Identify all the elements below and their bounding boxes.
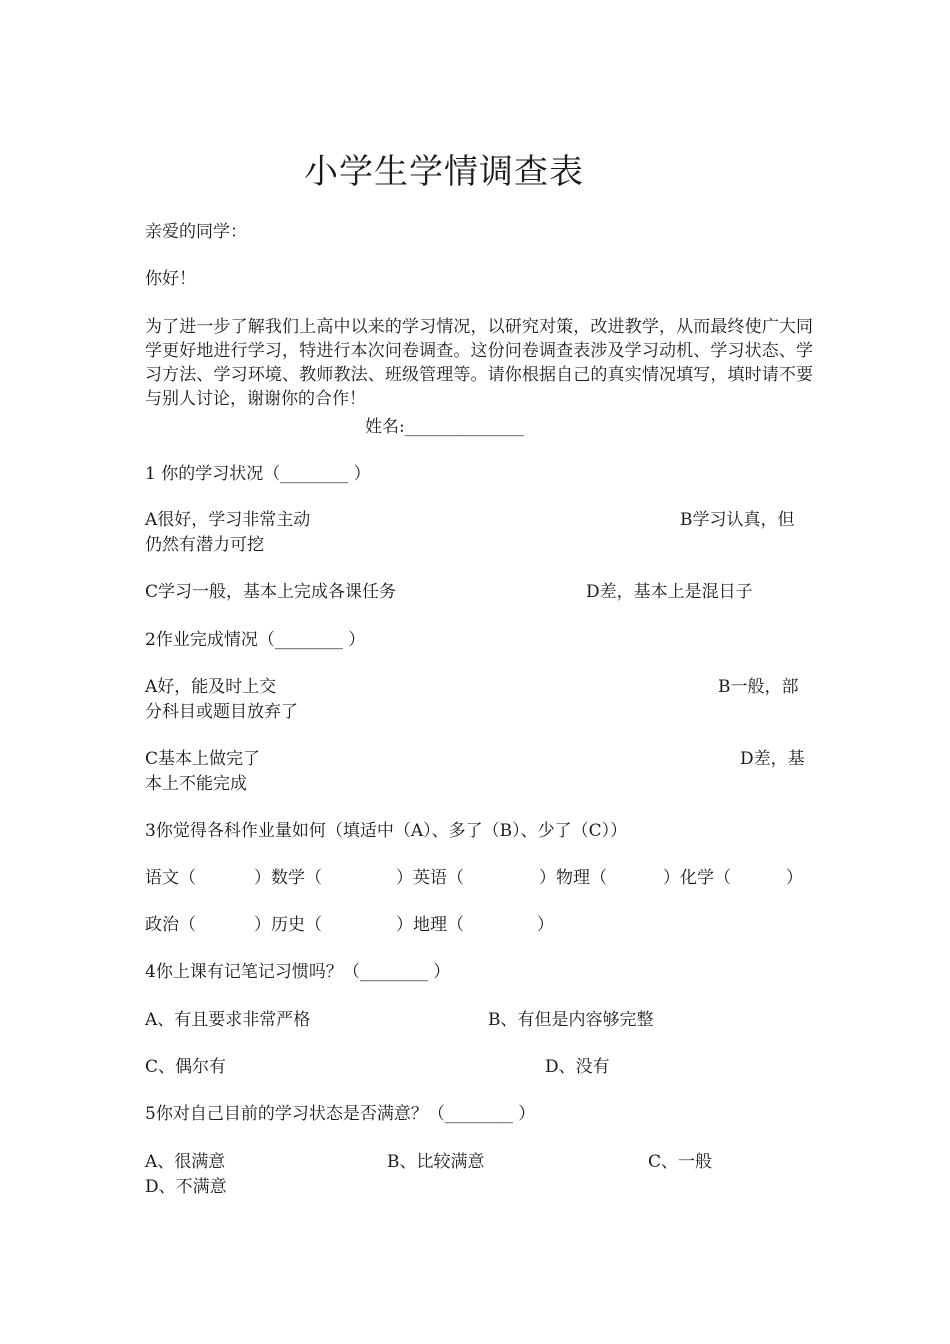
q3-politics: 政治（ bbox=[145, 915, 196, 935]
q1-option-d: D差，基本上是混日子 bbox=[586, 582, 753, 602]
question-4: 4你上课有记笔记习惯吗？（________ ） bbox=[145, 962, 451, 982]
q3-history: ）历史（ bbox=[254, 915, 322, 935]
q2-option-d: D差，基 bbox=[740, 749, 805, 769]
q1-option-b: B学习认真，但 bbox=[680, 510, 795, 530]
q3-chinese: 语文（ bbox=[145, 868, 196, 888]
q4-option-a: A、有且要求非常严格 bbox=[145, 1010, 311, 1030]
question-5: 5你对自己目前的学习状态是否满意？（________ ） bbox=[145, 1104, 536, 1124]
q4-option-c: C、偶尔有 bbox=[145, 1057, 227, 1077]
question-2: 2作业完成情况（________ ） bbox=[145, 630, 366, 650]
q1-option-a: A很好，学习非常主动 bbox=[145, 510, 311, 530]
q5-option-a: A、很满意 bbox=[145, 1152, 226, 1172]
q3-math: ）数学（ bbox=[254, 868, 322, 888]
q3-english: ）英语（ bbox=[396, 868, 464, 888]
q4-option-b: B、有但是内容够完整 bbox=[488, 1010, 654, 1030]
q5-option-c: C、一般 bbox=[648, 1152, 713, 1172]
q2-option-c: C基本上做完了 bbox=[145, 749, 261, 769]
q3-row2-end: ） bbox=[537, 915, 554, 935]
q3-geography: ）地理（ bbox=[396, 915, 464, 935]
q4-option-d: D、没有 bbox=[545, 1057, 610, 1077]
q1-option-b-continued: 仍然有潜力可挖 bbox=[145, 535, 264, 555]
q5-option-d: D、不满意 bbox=[145, 1177, 227, 1197]
question-3: 3你觉得各科作业量如何（填适中（A）、多了（B）、少了（C）） bbox=[145, 821, 628, 841]
q1-option-c: C学习一般，基本上完成各课任务 bbox=[145, 582, 397, 602]
q5-option-b: B、比较满意 bbox=[387, 1152, 485, 1172]
hello: 你好！ bbox=[145, 269, 196, 289]
q3-physics: ）物理（ bbox=[539, 868, 607, 888]
greeting: 亲爱的同学： bbox=[145, 222, 247, 242]
name-field: 姓名:______________ bbox=[365, 417, 524, 437]
q2-option-d-continued: 本上不能完成 bbox=[145, 774, 247, 794]
q2-option-a: A好，能及时上交 bbox=[145, 677, 277, 697]
intro-paragraph: 为了进一步了解我们上高中以来的学习情况，以研究对策，改进教学，从而最终使广大同学更好地进行学习，特进行本次问卷调查。这份问卷调查表涉及学习动机、学习状态、学习方法、学习环境、教师教法、班级管理等。请你根据自己的真实情况填写，填时请不要与别人讨论，谢谢你的合作！ bbox=[145, 317, 813, 409]
question-1: 1 你的学习状况（________ ） bbox=[145, 464, 371, 484]
q2-option-b-continued: 分科目或题目放弃了 bbox=[145, 702, 298, 722]
q3-chemistry: ）化学（ bbox=[663, 868, 731, 888]
document-title: 小学生学情调查表 bbox=[304, 152, 584, 192]
q3-row1-end: ） bbox=[786, 868, 803, 888]
q2-option-b: B一般，部 bbox=[718, 677, 799, 697]
